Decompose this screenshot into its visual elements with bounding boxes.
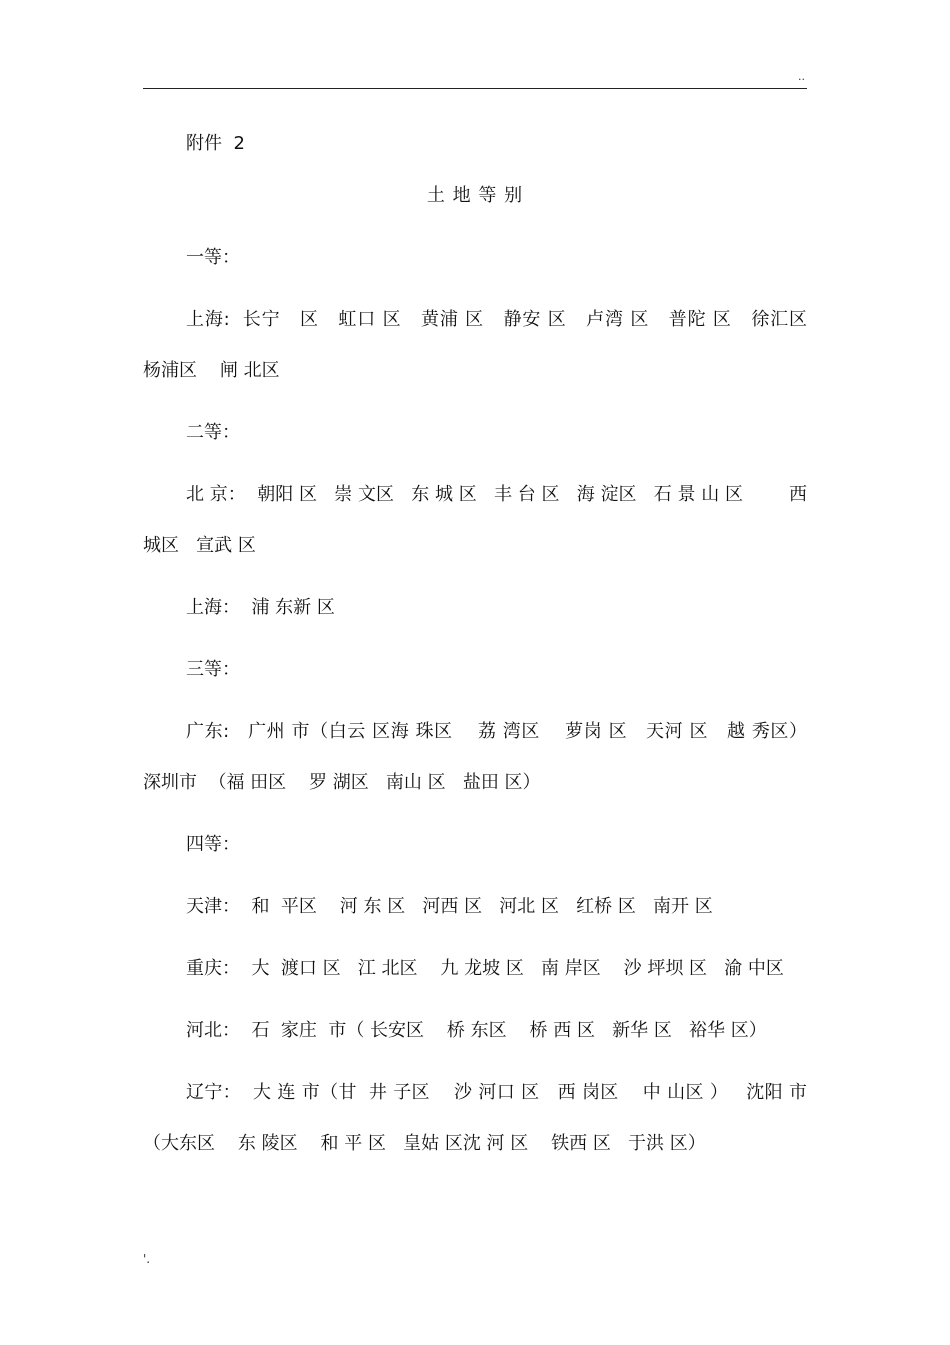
paragraph-grade-4: 四等： (186, 834, 240, 855)
header-mark: .. (798, 70, 805, 83)
paragraph-beijing-districts: 北 京： 朝阳 区 崇 文区 东 城 区 丰 台 区 海 淀区 石 景 山 区 西 城区 宣武 区 (143, 484, 813, 556)
header-rule (143, 88, 807, 89)
paragraph-shanghai-districts: 上海: 长宁 区 虹口 区 黄浦 区 静安 区 卢湾 区 普陀 区 徐汇区 杨浦区 闸 北区 (143, 309, 830, 381)
paragraph-grade-3: 三等： (186, 659, 240, 680)
paragraph-liaoning-districts: 辽宁： 大 连 市（甘 井 子区 沙 河口 区 西 岗区 中 山区 ） 沈阳 市（大东区 东 陵区 和 平 区 皇姑 区沈 河 区 铁西 区 于洪 区） (143, 1082, 807, 1154)
document-title: 土 地 等 别 (426, 185, 524, 206)
paragraph-grade-1: 一等： (186, 247, 240, 268)
paragraph-guangdong-districts: 广东: 广州 市（白云 区海 珠区 荔 湾区 萝岗 区 天河 区 越 秀区） 深圳市 （福 田区 罗 湖区 南山 区 盐田 区） (143, 721, 825, 793)
attachment-label: 附件 2 (186, 133, 245, 154)
paragraph-chongqing-districts: 重庆： 大 渡口 区 江 北区 九 龙坡 区 南 岸区 沙 坪坝 区 渝 中区 (186, 958, 784, 979)
paragraph-grade-2: 二等： (186, 422, 240, 443)
document-body (143, 128, 830, 1180)
paragraph-shanghai-pudong: 上海： 浦 东新 区 (186, 597, 335, 618)
paragraph-hebei-districts: 河北： 石 家庄 市（ 长安区 桥 东区 桥 西 区 新华 区 裕华 区） (186, 1020, 767, 1041)
footer-mark: '. (143, 1252, 151, 1266)
paragraph-tianjin-districts: 天津： 和 平区 河 东 区 河西 区 河北 区 红桥 区 南开 区 (186, 896, 713, 917)
